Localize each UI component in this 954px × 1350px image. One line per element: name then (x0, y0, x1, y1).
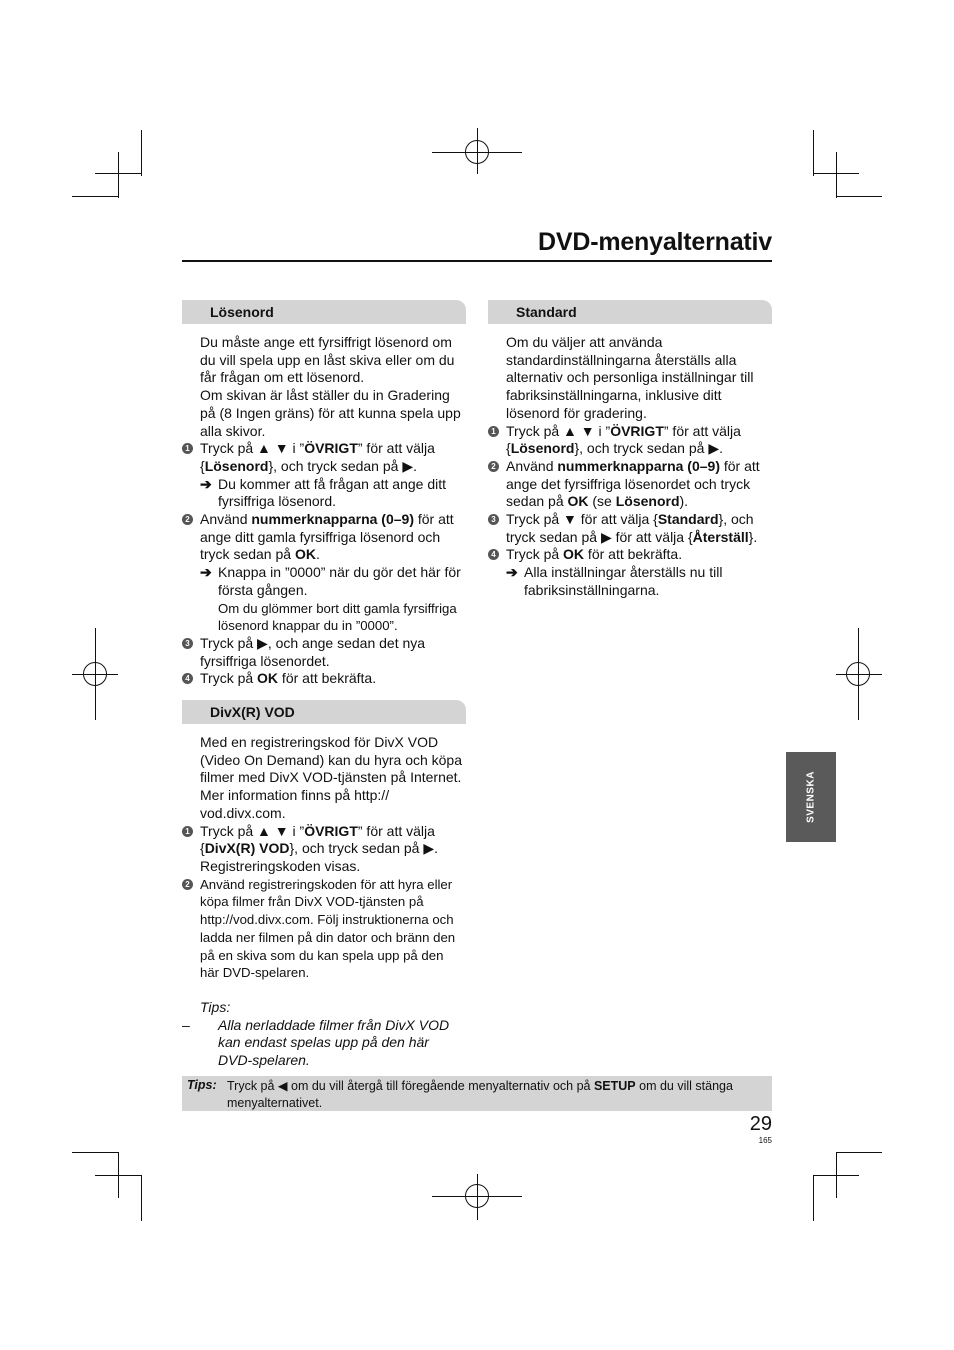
right-column (488, 300, 772, 600)
section-body-divx (182, 734, 466, 1070)
step-item: 2 Använd registreringskoden för att hyra eller köpa filmer från DivX VOD-tjänsten på http://vod.divx.com. Följ instruktionerna och ladda ner filmen på din dator och bränn den på en skiva som du kan spela upp på den här DVD-spelaren. (200, 876, 466, 982)
step-number: 3 (182, 638, 193, 649)
left-column (182, 300, 466, 1070)
arrow-right-icon: ➔ (200, 475, 212, 492)
step-number: 1 (182, 443, 193, 454)
paragraph: Om du väljer att använda standardinställningarna återställs alla alternativ och personliga inställningar till fabriksinställningarna, inklusive ditt lösenord för gradering. (506, 334, 754, 421)
tips-item: – Alla nerladdade filmer från DivX VOD kan endast spelas upp på den här DVD-spelaren. (182, 1016, 450, 1069)
step-item: 1 Tryck på ▲ ▼ i ”ÖVRIGT” för att välja {Lösenord}, och tryck sedan på ▶. (506, 423, 772, 458)
note-text: Om du glömmer bort ditt gamla fyrsiffriga lösenord knappar du in ”0000”. (218, 600, 457, 634)
tips-label: Tips: (200, 998, 231, 1015)
section-body-losenord (182, 334, 466, 688)
step-number: 4 (488, 549, 499, 560)
step-item: 3 Tryck på ▶, och ange sedan det nya fyrsiffriga lösenordet. (200, 635, 466, 670)
page-title: DVD-menyalternativ (538, 228, 772, 256)
step-item: 2 Använd nummerknapparna (0–9) för att ange det fyrsiffriga lösenordet och tryck sedan på OK (se Lösenord). (506, 458, 772, 511)
step-item: 4 Tryck på OK för att bekräfta. (200, 670, 466, 688)
result-note: ➔ Alla inställningar återställs nu till fabriksinställningarna. (506, 564, 723, 598)
step-number: 3 (488, 514, 499, 525)
step-item: 1 Tryck på ▲ ▼ i ”ÖVRIGT” för att välja {DivX(R) VOD}, och tryck sedan på ▶. Registreringskoden visas. (200, 823, 466, 876)
step-item: 2 Använd nummerknapparna (0–9) för att ange ditt gamla fyrsiffriga lösenord och tryck sedan på OK. (200, 511, 466, 564)
section-heading-divx: DivX(R) VOD (182, 700, 466, 724)
step-number: 1 (182, 826, 193, 837)
page-number: 29 (749, 1113, 772, 1135)
section-heading-standard: Standard (488, 300, 772, 324)
step-number: 2 (488, 461, 499, 472)
step-item: 4 Tryck på OK för att bekräfta. (506, 546, 772, 564)
title-rule (182, 260, 772, 262)
result-note: ➔ Du kommer att få frågan att ange ditt fyrsiffriga lösenord. (200, 475, 447, 510)
tips-note (182, 998, 466, 1070)
tips-bar (182, 1076, 772, 1111)
page-sub-number: 165 (758, 1136, 772, 1145)
paragraph: Du måste ange ett fyrsiffrigt lösenord om du vill spela upp en låst skiva eller om du får frågan om ett lösenord. (200, 334, 455, 386)
step-number: 2 (182, 514, 193, 525)
arrow-right-icon: ➔ (200, 564, 212, 581)
step-number: 2 (182, 879, 193, 890)
section-heading-losenord: Lösenord (182, 300, 466, 324)
step-number: 4 (182, 673, 193, 684)
section-body-standard (488, 334, 772, 600)
paragraph: Om skivan är låst ställer du in Gradering på (8 Ingen gräns) för att kunna spela upp alla skivor. (200, 387, 461, 439)
step-item: 3 Tryck på ▼ för att välja {Standard}, och tryck sedan på ▶ för att välja {Återställ}. (506, 511, 772, 546)
arrow-right-icon: ➔ (506, 564, 518, 581)
step-number: 1 (488, 426, 499, 437)
result-note: ➔ Knappa in ”0000” när du gör det här för första gången. (200, 564, 461, 598)
language-tab (786, 752, 836, 842)
paragraph: Med en registreringskod för DivX VOD (Video On Demand) kan du hyra och köpa filmer med DivX VOD-tjänsten på Internet. Mer information finns på http:// vod.divx.com. (200, 734, 463, 821)
tips-bar-label: Tips: (187, 1078, 217, 1092)
language-tab-label: SVENSKA (805, 771, 817, 823)
tips-bar-text: Tryck på ◀ om du vill återgå till föregående menyalternativ och på SETUP om du vill stänga menyalternativet. (227, 1079, 733, 1110)
step-item: 1 Tryck på ▲ ▼ i ”ÖVRIGT” för att välja {Lösenord}, och tryck sedan på ▶. (200, 440, 466, 475)
